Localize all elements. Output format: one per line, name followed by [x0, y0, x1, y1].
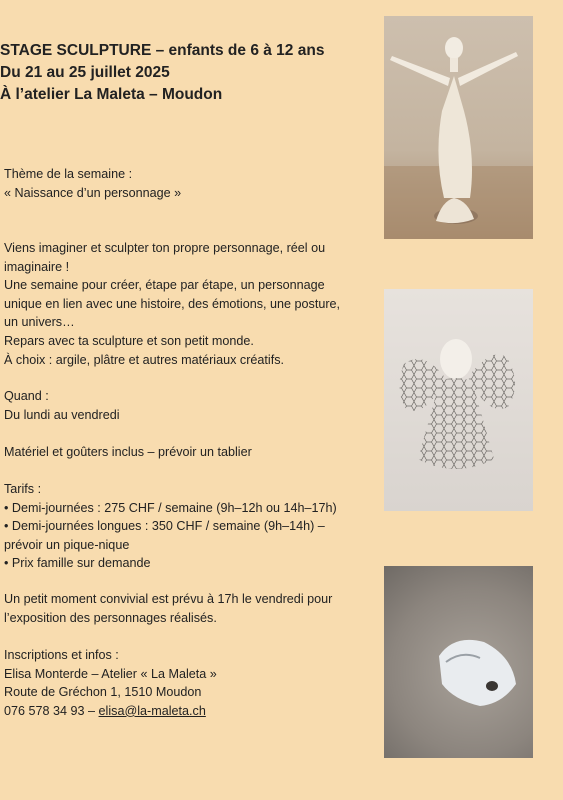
- contact-line: [0, 702, 380, 721]
- intro-section: [0, 239, 380, 369]
- photo-ceramic-face: [384, 566, 533, 758]
- closing-line-2: l’exposition des personnages réalisés.: [4, 610, 217, 625]
- when-label: Quand :: [4, 389, 49, 403]
- price-item-1: • Demi-journées : 275 CHF / semaine (9h–12h ou 14h–17h): [4, 500, 337, 515]
- when-value: Du lundi au vendredi: [4, 407, 120, 422]
- title-line-1: STAGE SCULPTURE – enfants de 6 à 12 ans: [0, 42, 325, 59]
- contact-email-link[interactable]: elisa@la-maleta.ch: [98, 703, 206, 718]
- theme-value: « Naissance d’un personnage »: [4, 185, 182, 200]
- price-item-2a: • Demi-journées longues : 350 CHF / semaine (9h–14h) –: [4, 519, 325, 534]
- intro-line-6: Repars avec ta sculpture et son petit monde.: [4, 333, 254, 348]
- intro-line-3: Une semaine pour créer, étape par étape, un personnage: [4, 278, 325, 293]
- materials-text: Matériel et goûters inclus – prévoir un tablier: [4, 445, 252, 459]
- prices-section: [0, 480, 380, 573]
- theme-section: [0, 165, 380, 202]
- theme-label: Thème de la semaine :: [4, 167, 133, 181]
- contact-section: [0, 646, 380, 720]
- intro-line-5: un univers…: [4, 315, 75, 330]
- photo-wire-angel: [384, 289, 533, 511]
- prices-label: Tarifs :: [4, 482, 42, 496]
- intro-line-7: À choix : argile, plâtre et autres matériaux créatifs.: [4, 352, 284, 367]
- materials-section: [0, 443, 380, 462]
- contact-phone: 076 578 34 93 –: [4, 703, 99, 718]
- title-line-2: Du 21 au 25 juillet 2025: [0, 64, 170, 81]
- intro-line-2: imaginaire !: [4, 259, 70, 274]
- intro-line-1: Viens imaginer et sculpter ton propre personnage, réel ou: [4, 241, 326, 255]
- price-item-2b: prévoir un pique-nique: [4, 537, 130, 552]
- closing-line-1: Un petit moment convivial est prévu à 17h le vendredi pour: [4, 592, 333, 606]
- intro-line-4: unique en lien avec une histoire, des émotions, une posture,: [4, 296, 341, 311]
- photo-clay-figure: [384, 16, 533, 239]
- contact-label: Inscriptions et infos :: [4, 648, 119, 662]
- page-title: [0, 40, 380, 106]
- price-item-3: • Prix famille sur demande: [4, 556, 151, 571]
- title-line-3: À l’atelier La Maleta – Moudon: [0, 86, 223, 103]
- when-section: [0, 387, 380, 424]
- contact-name: Elisa Monterde – Atelier « La Maleta »: [4, 666, 217, 681]
- closing-section: [0, 590, 380, 627]
- contact-address: Route de Gréchon 1, 1510 Moudon: [4, 685, 202, 700]
